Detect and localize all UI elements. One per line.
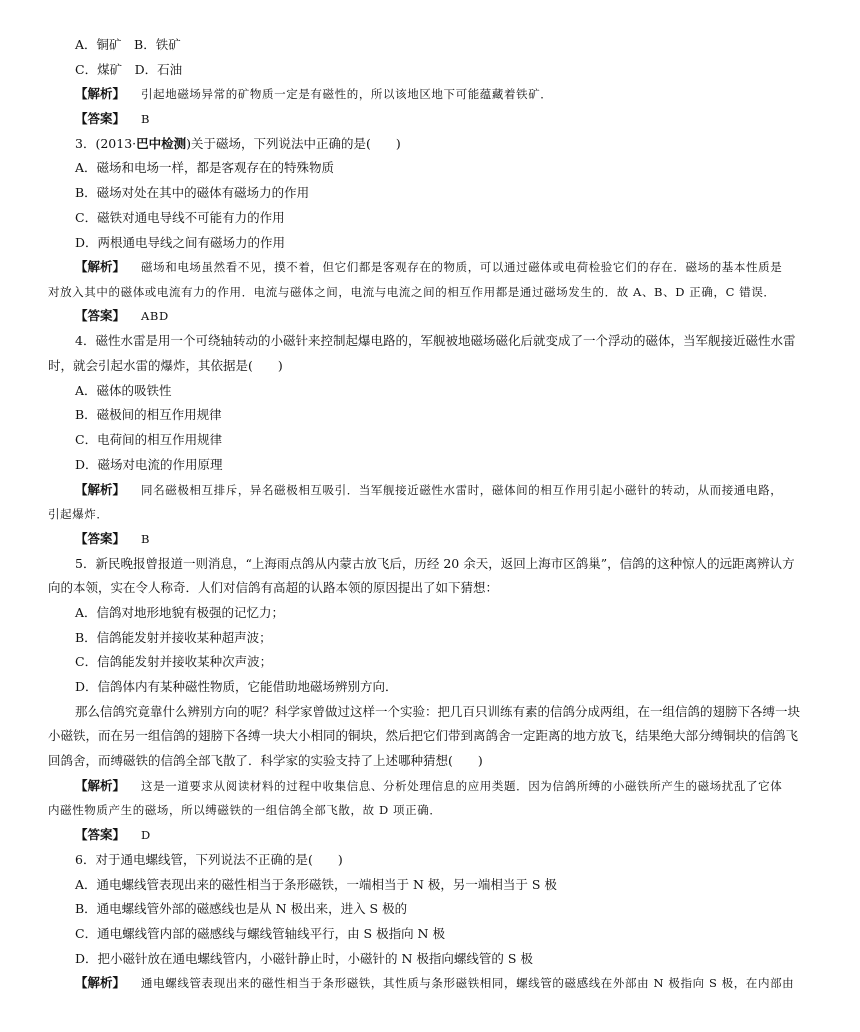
question-source: 巴中检测 [136,136,187,151]
analysis-line: 【解析】 引起地磁场异常的矿物质一定是有磁性的，所以该地区地下可能蕴藏着铁矿． [75,86,553,101]
option-line: B．通电螺线管外部的磁感线也是从 N 极出来，进入 S 极的 [75,901,408,916]
analysis-tag: 【解析】 [75,482,126,497]
analysis-tag: 【解析】 [75,975,126,990]
analysis-line: 【解析】 磁场和电场虽然看不见，摸不着，但它们都是客观存在的物质，可以通过磁体或电荷检验它们的存在．磁场的基本性质是 [75,259,783,274]
option-line: B．磁场对处在其中的磁体有磁场力的作用 [75,185,310,200]
question-line: 3．(2013·巴中检测)关于磁场，下列说法中正确的是( ) [75,136,401,151]
answer-line: 【答案】 ABD [75,308,169,323]
answer-tag: 【答案】 [75,308,126,323]
option-line: A．通电螺线管表现出来的磁性相当于条形磁铁，一端相当于 N 极，另一端相当于 S 极 [75,877,557,892]
question-line: 时，就会引起水雷的爆炸，其依据是( ) [48,358,283,373]
option-line: C．电荷间的相互作用规律 [75,432,223,447]
answer-tag: 【答案】 [75,531,126,546]
analysis-tag: 【解析】 [75,259,126,274]
option-line: D．信鸽体内有某种磁性物质，它能借助地磁场辨别方向． [75,679,398,694]
option-line: D．磁场对电流的作用原理 [75,457,223,472]
analysis-tag: 【解析】 [75,86,126,101]
answer-tag: 【答案】 [75,827,126,842]
analysis-line: 对放入其中的磁体或电流有力的作用．电流与磁体之间，电流与电流之间的相互作用都是通过磁场发生的．故 A、B、D 正确，C 错误． [48,285,776,299]
analysis-line: 【解析】 同名磁极相互排斥，异名磁极相互吸引．当军舰接近磁性水雷时，磁体间的相互作用引起小磁针的转动，从而接通电路， [75,482,783,497]
option-line: A．铜矿 B．铁矿 [75,37,181,52]
question-line: 向的本领，实在令人称奇．人们对信鸽有高超的认路本领的原因提出了如下猜想： [48,580,499,595]
option-line: B．信鸽能发射并接收某种超声波； [75,630,272,645]
question-line: 5．新民晚报曾报道一则消息，“上海雨点鸽从内蒙古放飞后，历经 20 余天，返回上海市区鸽巢”，信鸽的这种惊人的远距离辨认方 [75,556,795,571]
question-line: 4．磁性水雷是用一个可绕轴转动的小磁针来控制起爆电路的，军舰被地磁场磁化后就变成了一个浮动的磁体，当军舰接近磁性水雷 [75,333,796,348]
question-line: 6．对于通电螺线管，下列说法不正确的是( ) [75,852,343,867]
option-line: D．两根通电导线之间有磁场力的作用 [75,235,286,250]
paragraph-line: 那么信鸽究竟靠什么辨别方向的呢？科学家曾做过这样一个实验：把几百只训练有素的信鸽分成两组，在一组信鸽的翅膀下各缚一块 [75,704,801,719]
option-line: C．煤矿 D．石油 [75,62,183,77]
paragraph-line: 回鸽舍，而缚磁铁的信鸽全部飞散了．科学家的实验支持了上述哪种猜想( ) [48,753,483,768]
analysis-line: 【解析】 通电螺线管表现出来的磁性相当于条形磁铁，其性质与条形磁铁相同，螺线管的磁感线在外部由 N 极指向 S 极，在内部由 [75,975,795,990]
answer-line: 【答案】 D [75,827,151,842]
answer-line: 【答案】 B [75,111,151,126]
option-line: C．通电螺线管内部的磁感线与螺线管轴线平行，由 S 极指向 N 极 [75,926,445,941]
answer-tag: 【答案】 [75,111,126,126]
option-line: C．磁铁对通电导线不可能有力的作用 [75,210,285,225]
option-line: B．磁极间的相互作用规律 [75,407,222,422]
option-line: D．把小磁针放在通电螺线管内，小磁针静止时，小磁针的 N 极指向螺线管的 S 极 [75,951,533,966]
analysis-line: 【解析】 这是一道要求从阅读材料的过程中收集信息、分析处理信息的应用类题．因为信鸽所缚的小磁铁所产生的磁场扰乱了它体 [75,778,783,793]
analysis-line: 引起爆炸． [48,507,109,521]
option-line: C．信鸽能发射并接收某种次声波； [75,654,273,669]
option-line: A．信鸽对地形地貌有极强的记忆力； [75,605,285,620]
answer-line: 【答案】 B [75,531,151,546]
paragraph-line: 小磁铁，而在另一组信鸽的翅膀下各缚一块大小相同的铜块，然后把它们带到离鸽舍一定距离的地方放飞，结果绝大部分缚铜块的信鸽飞 [48,728,799,743]
analysis-tag: 【解析】 [75,778,126,793]
option-line: A．磁场和电场一样，都是客观存在的特殊物质 [75,160,335,175]
analysis-line: 内磁性物质产生的磁场，所以缚磁铁的一组信鸽全部飞散，故 D 项正确． [48,803,442,817]
option-line: A．磁体的吸铁性 [75,383,172,398]
